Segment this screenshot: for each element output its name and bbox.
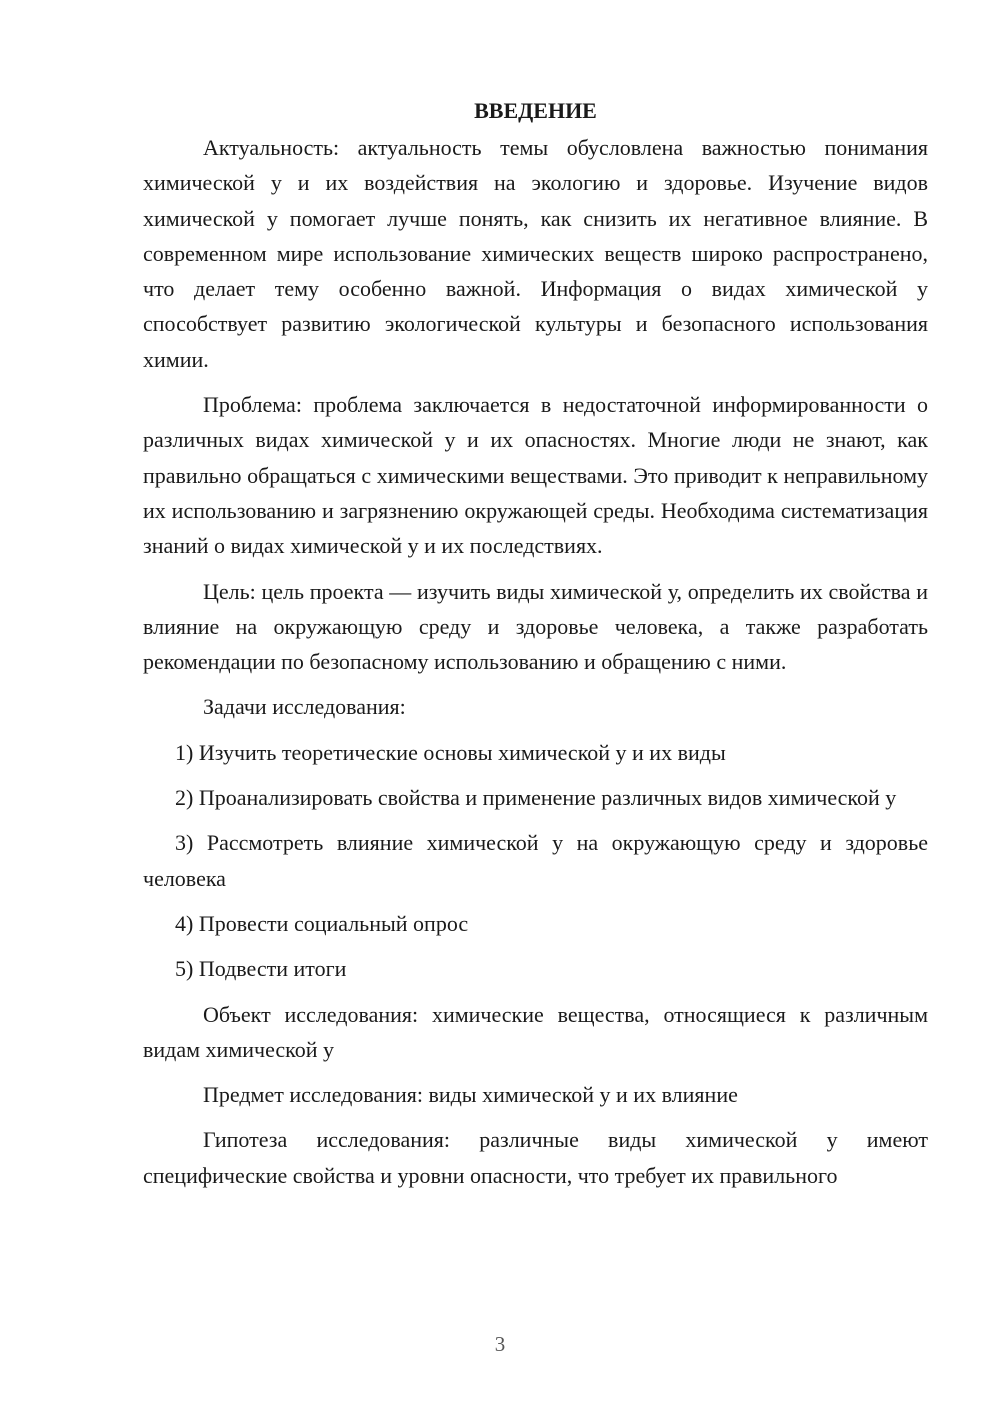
task-item-3: 3) Рассмотреть влияние химической у на окружающую среду и здоровье человека <box>143 830 928 891</box>
task-item-5: 5) Подвести итоги <box>175 956 347 982</box>
paragraph-goal: Цель: цель проекта — изучить виды химической у, определить их свойства и влияние на окружающую среду и здоровье человека, а также разработать рекомендации по безопасному использованию и обращению с ними. <box>143 578 928 675</box>
paragraph-problem: Проблема: проблема заключается в недостаточной информированности о различных видах химической у и их опасностях. Многие люди не знают, как правильно обращаться с химическими веществами. Это приводит к неправильному их использованию и загрязнению окружающей среды. Необходима систематизация знаний о видах химической у и их последствиях. <box>143 392 928 559</box>
page-number: 3 <box>494 1332 506 1356</box>
document-page <box>143 93 928 1203</box>
paragraph-relevance: Актуальность: актуальность темы обусловлена важностью понимания химической у и их воздействия на экологию и здоровье. Изучение видов химической у помогает лучше понять, как снизить их негативное влияние. В современном мире использование химических веществ широко распространено, что делает тему особенно важной. Информация о видах химической у способствует развитию экологической культуры и безопасного использования химии. <box>143 135 928 372</box>
paragraph-tasks-heading: Задачи исследования: <box>203 694 406 720</box>
task-item-4: 4) Провести социальный опрос <box>175 910 469 936</box>
task-item-1: 1) Изучить теоретические основы химической у и их виды <box>175 739 726 765</box>
section-title: ВВЕДЕНИЕ <box>474 98 597 123</box>
paragraph-object: Объект исследования: химические вещества, относящиеся к различным видам химической у <box>143 1001 928 1062</box>
paragraph-subject: Предмет исследования: виды химической у и их влияние <box>203 1082 738 1108</box>
task-item-2: 2) Проанализировать свойства и применение различных видов химической у <box>175 785 897 811</box>
paragraph-hypothesis: Гипотеза исследования: различные виды химической у имеют специфические свойства и уровни опасности, что требует их правильного <box>143 1127 928 1188</box>
